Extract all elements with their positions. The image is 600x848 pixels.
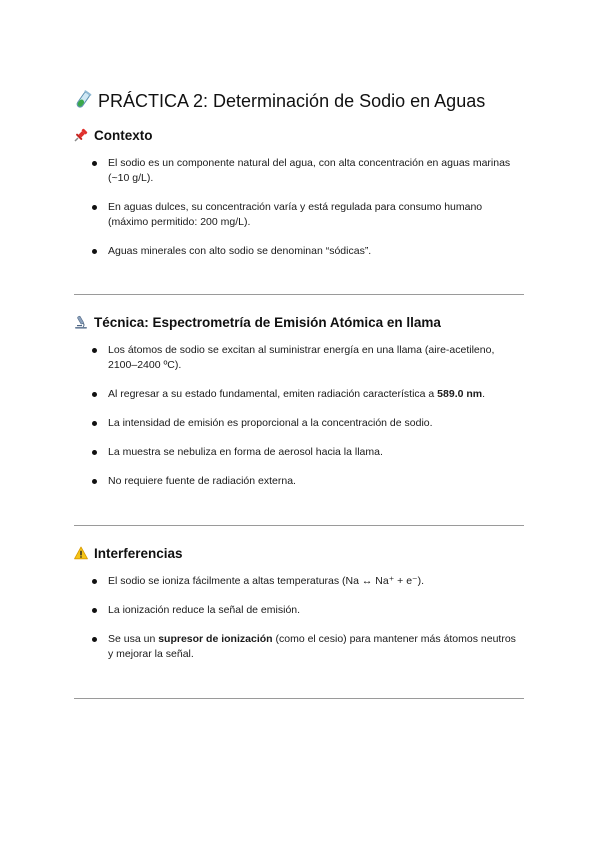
contexto-list [92, 156, 522, 259]
microscope-icon [74, 315, 90, 329]
test-tube-icon [74, 90, 94, 110]
list-item: El sodio es un componente natural del agua, con alta concentración en aguas marinas (~10 g/L). [92, 156, 522, 186]
section-divider [74, 698, 524, 699]
section-divider [74, 525, 524, 526]
list-item: Aguas minerales con alto sodio se denominan “sódicas”. [92, 244, 522, 259]
wavelength-value: 589.0 nm [437, 388, 483, 400]
section-heading-contexto [74, 127, 153, 145]
section-heading-tecnica [74, 314, 441, 332]
list-item: Al regresar a su estado fundamental, emiten radiación característica a 589.0 nm. [92, 387, 522, 402]
list-item: La intensidad de emisión es proporcional a la concentración de sodio. [92, 416, 522, 431]
list-item: Los átomos de sodio se excitan al suministrar energía en una llama (aire-acetileno, 2100–2400 ºC). [92, 343, 522, 373]
section-heading-interferencias [74, 545, 183, 563]
section-heading-text: Técnica: Espectrometría de Emisión Atómica en llama [94, 315, 441, 330]
section-divider [74, 294, 524, 295]
list-item: En aguas dulces, su concentración varía y está regulada para consumo humano (máximo permitido: 200 mg/L). [92, 200, 522, 230]
page-title-text: PRÁCTICA 2: Determinación de Sodio en Aguas [98, 91, 486, 111]
interferencias-list [92, 574, 522, 662]
page-title [74, 90, 485, 112]
section-heading-text: Interferencias [94, 546, 183, 561]
list-item: La ionización reduce la señal de emisión. [92, 603, 522, 618]
tecnica-list [92, 343, 522, 489]
ionization-suppressor-term: supresor de ionización [158, 633, 273, 645]
list-item: La muestra se nebuliza en forma de aerosol hacia la llama. [92, 445, 522, 460]
pushpin-icon [74, 128, 90, 142]
warning-icon [74, 546, 90, 560]
list-item: El sodio se ioniza fácilmente a altas temperaturas (Na ↔ Na⁺ + e⁻). [92, 574, 522, 589]
list-item: Se usa un supresor de ionización (como el cesio) para mantener más átomos neutros y mejorar la señal. [92, 632, 522, 662]
section-heading-text: Contexto [94, 128, 153, 143]
list-item: No requiere fuente de radiación externa. [92, 474, 522, 489]
